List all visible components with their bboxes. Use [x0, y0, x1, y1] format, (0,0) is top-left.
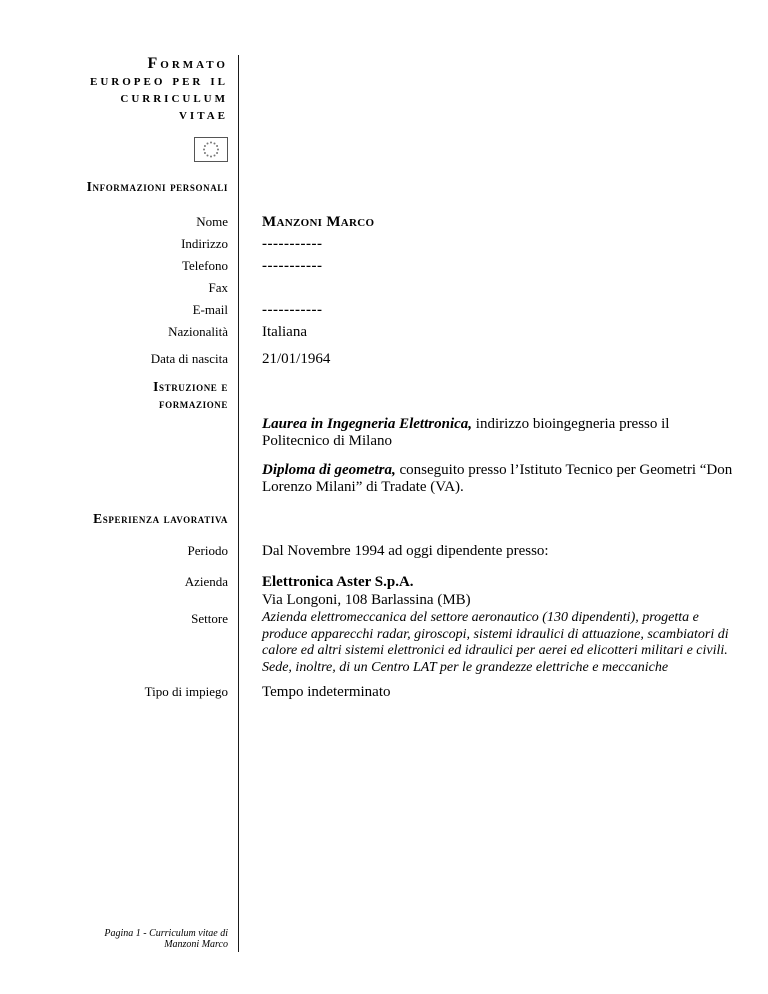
company-address: Via Longoni, 108 Barlassina (MB) — [262, 592, 471, 608]
field-label: Nome — [196, 214, 228, 229]
field-label: Azienda — [184, 574, 228, 589]
title-line: europeo per il — [89, 72, 228, 89]
eu-flag-icon — [194, 137, 228, 162]
field-value: Dal Novembre 1994 ad oggi dipendente presso: — [262, 543, 549, 559]
experience-heading: Esperienza lavorativa — [93, 511, 228, 526]
education-item-detail: indirizzo bioingegneria presso il Politecnico di Milano — [262, 416, 670, 449]
education-item-title: Laurea in Ingegneria Elettronica, — [262, 416, 473, 432]
company-description: Azienda elettromeccanica del settore aeronautico (130 dipendenti), progetta e produce apparecchi radar, giroscopi, sistemi idraulici di attuazione, scambiatori di calore ed altri sistemi elettronici ed idraulici per aerei ed elicotteri militari e civili. — [262, 610, 729, 658]
personal-row-nazionalita — [0, 321, 768, 343]
education-item — [262, 462, 740, 496]
education-item-detail: conseguito presso l’Istituto Tecnico per Geometri “Don Lorenzo Milani” di Tradate (VA). — [262, 462, 733, 495]
field-value: ----------- — [262, 302, 323, 318]
experience-row-settore — [0, 610, 768, 676]
field-label: Tipo di impiego — [144, 684, 228, 699]
experience-row-periodo — [0, 542, 768, 560]
footer-line: Manzoni Marco — [164, 939, 228, 950]
field-label: Telefono — [181, 258, 228, 273]
experience-row-azienda — [0, 573, 768, 609]
education-heading — [0, 378, 228, 412]
title-line: curriculum — [120, 89, 228, 106]
field-value: 21/01/1964 — [262, 351, 331, 367]
title-block — [0, 55, 768, 123]
field-label: Periodo — [187, 543, 228, 558]
field-value: ----------- — [262, 258, 323, 274]
field-label: Indirizzo — [181, 236, 228, 251]
title-line: Formato — [147, 55, 228, 72]
education-heading-line: formazione — [159, 396, 228, 411]
title-line: vitae — [178, 106, 228, 123]
company-description-note: Sede, inoltre, di un Centro LAT per le grandezze elettriche e meccaniche — [262, 659, 669, 675]
experience-section — [0, 510, 768, 527]
document-title — [0, 55, 228, 123]
field-label: Settore — [191, 611, 228, 626]
company-name: Elettronica Aster S.p.A. — [262, 574, 414, 590]
cv-content — [0, 55, 768, 701]
education-item-title: Diploma di geometra, — [262, 462, 396, 478]
education-item — [262, 416, 740, 450]
personal-heading: Informazioni personali — [86, 179, 228, 194]
field-value: Tempo indeterminato — [262, 684, 391, 700]
field-value-name: Manzoni Marco — [262, 214, 375, 230]
personal-row-indirizzo — [0, 233, 768, 255]
personal-row-nascita — [0, 348, 768, 370]
page-footer — [0, 928, 228, 950]
personal-row-fax — [0, 277, 768, 299]
field-label: E-mail — [192, 302, 228, 317]
personal-section — [0, 178, 768, 195]
personal-row-email — [0, 299, 768, 321]
field-value: ----------- — [262, 236, 323, 252]
experience-row-impiego — [0, 683, 768, 701]
field-label: Fax — [208, 280, 228, 295]
field-label: Data di nascita — [150, 351, 228, 366]
field-value: Italiana — [262, 324, 307, 340]
personal-row-telefono — [0, 255, 768, 277]
education-section — [0, 378, 768, 496]
personal-row-nome — [0, 211, 768, 233]
footer-line: Pagina 1 - Curriculum vitae di — [104, 928, 228, 939]
flag-row — [0, 137, 768, 167]
education-heading-line: Istruzione e — [153, 379, 228, 394]
field-label: Nazionalità — [168, 324, 228, 339]
